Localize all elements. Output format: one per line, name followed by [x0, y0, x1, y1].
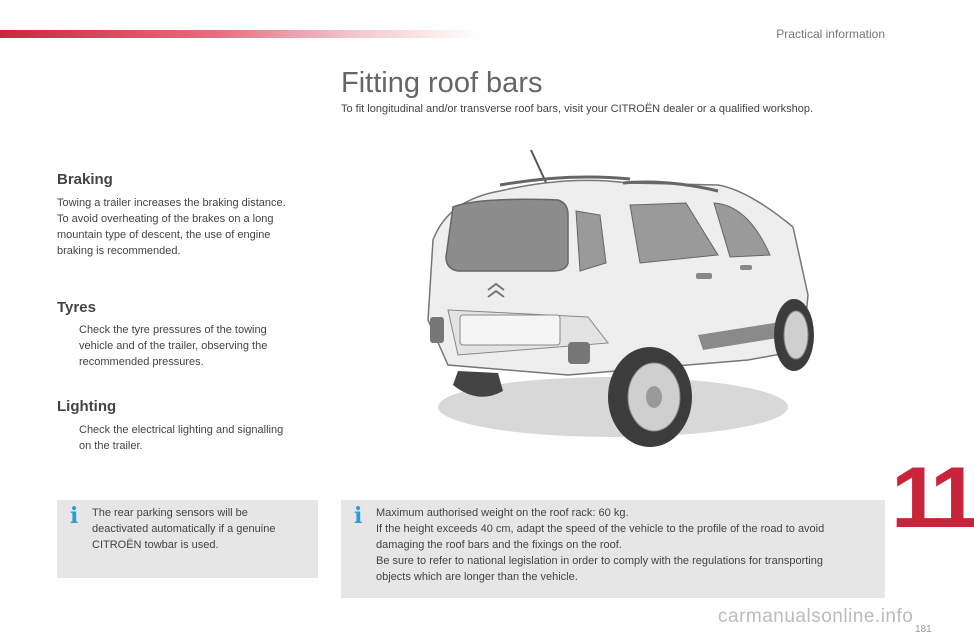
parking-sensor-note: i The rear parking sensors will be deactivated automatically if a genuine CITROËN towbar is used.	[57, 500, 318, 578]
lighting-bullet: Check the electrical lighting and signalling on the trailer.	[79, 424, 284, 452]
page-title: Fitting roof bars	[341, 67, 543, 99]
page-number: 181	[915, 624, 932, 635]
braking-text: Towing a trailer increases the braking distance. To avoid overheating of the brakes on a long mountain type of descent, the use of engine braking is recommended.	[57, 197, 286, 257]
roof-rack-note: i Maximum authorised weight on the roof rack: 60 kg. If the height exceeds 40 cm, adapt the speed of the vehicle to the profile of the road to avoid damaging the roof bars and the fixings on the roof. Be sure to refer to national legislation in order to comply with the regulations for transporting objects which are longer than the vehicle.	[341, 500, 885, 598]
info-icon: i	[354, 503, 363, 529]
braking-heading: Braking	[57, 171, 113, 188]
section-title: Practical information	[776, 27, 885, 41]
watermark: carmanualsonline.info	[718, 606, 914, 627]
tyres-heading: Tyres	[57, 299, 96, 316]
header-accent-bar	[0, 30, 480, 38]
intro-text: To fit longitudinal and/or transverse roof bars, visit your CITROËN dealer or a qualified workshop.	[341, 103, 813, 115]
chapter-number: 11	[891, 450, 974, 546]
car-rear-illustration	[418, 145, 818, 455]
info-icon: i	[70, 503, 79, 529]
tyres-bullet: Check the tyre pressures of the towing vehicle and of the trailer, observing the recommended pressures.	[79, 324, 268, 368]
lighting-heading: Lighting	[57, 398, 117, 415]
